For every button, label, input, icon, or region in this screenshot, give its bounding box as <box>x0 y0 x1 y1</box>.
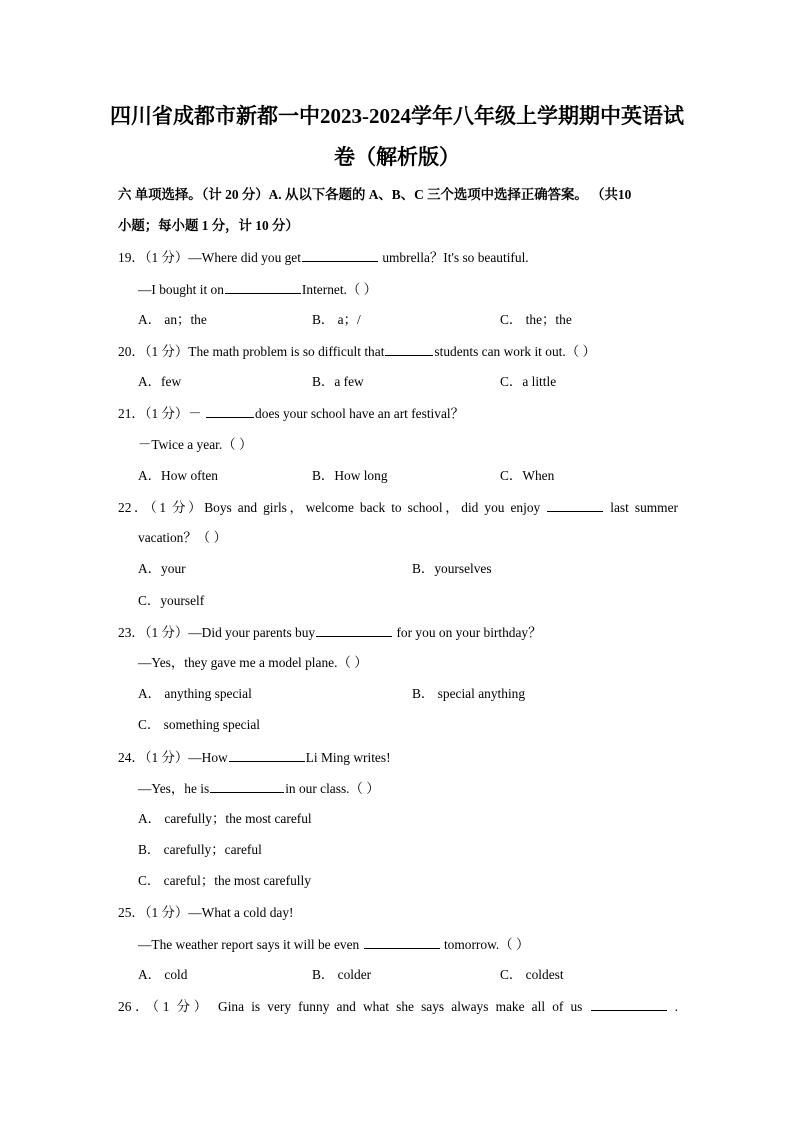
question-text: students can work it out.（ ） <box>434 344 596 359</box>
section-instruction: 六 单项选择。（计 20 分）A. 从以下各题的 A、B、C 三个选项中选择正确答案。 （共10 <box>118 187 632 202</box>
question-text: —I bought it on <box>138 282 224 297</box>
option-b: B．How long <box>312 468 388 483</box>
question-text: last summer <box>610 500 679 515</box>
option-b: B． a；/ <box>312 312 361 327</box>
option-c: C．yourself <box>138 593 205 608</box>
option-a: A． an；the <box>138 312 207 327</box>
question-24-line2 <box>138 779 698 798</box>
question-21 <box>118 404 678 423</box>
question-19-line2 <box>138 280 698 299</box>
question-text: Li Ming writes! <box>305 750 391 765</box>
question-22 <box>118 498 678 517</box>
question-text: 26．（1 分） Gina is very funny and what she says always make all of us <box>118 999 583 1014</box>
page-title-line1: 四川省成都市新都一中2023-2024学年八年级上学期期中英语试 <box>110 104 684 128</box>
option-a: A．few <box>138 374 182 389</box>
question-25-line2 <box>138 935 698 954</box>
answer-blank <box>229 748 305 762</box>
answer-blank <box>210 779 284 793</box>
option-a: A． cold <box>138 967 188 982</box>
question-text: for you on your birthday？ <box>393 625 542 640</box>
question-text: 20．（1 分）The math problem is so difficult that <box>118 344 385 359</box>
question-text: —Yes，he is <box>138 781 210 796</box>
question-text: —The weather report says it will be even <box>138 937 363 952</box>
question-22-line2: vacation？（ ） <box>138 530 227 545</box>
question-text: 21．（1 分）－ <box>118 406 206 421</box>
answer-blank <box>364 935 440 949</box>
option-b: B．yourselves <box>412 561 492 576</box>
option-a: A． anything special <box>138 686 252 701</box>
option-a: A．How often <box>138 468 218 483</box>
question-text: 19．（1 分）—Where did you get <box>118 250 301 265</box>
option-b: B． special anything <box>412 686 526 701</box>
answer-blank <box>547 498 603 512</box>
section-instruction-cont: 小题；每小题 1 分，计 10 分） <box>118 218 299 233</box>
question-24 <box>118 748 678 767</box>
option-c: C．a little <box>500 374 557 389</box>
question-text: 24．（1 分）—How <box>118 750 228 765</box>
question-text: 23．（1 分）—Did your parents buy <box>118 625 316 640</box>
option-c: C． something special <box>138 717 260 732</box>
answer-blank <box>302 248 378 262</box>
question-text: does your school have an art festival？ <box>255 406 465 421</box>
page-title-line2: 卷（解析版） <box>334 145 460 169</box>
question-26 <box>118 997 678 1016</box>
option-b: B． carefully；careful <box>138 842 262 857</box>
answer-blank <box>206 404 254 418</box>
question-23 <box>118 623 678 642</box>
question-text: Internet.（ ） <box>301 282 378 297</box>
question-21-line2: －Twice a year.（ ） <box>138 437 253 452</box>
question-text: in our class.（ ） <box>285 781 380 796</box>
question-25: 25．（1 分）—What a cold day! <box>118 905 294 920</box>
option-a: A． carefully；the most careful <box>138 811 312 826</box>
answer-blank <box>385 342 433 356</box>
option-b: B． colder <box>312 967 372 982</box>
question-text: . <box>674 999 678 1014</box>
option-c: C． careful；the most carefully <box>138 873 311 888</box>
option-c: C．When <box>500 468 555 483</box>
question-23-line2: —Yes，they gave me a model plane.（ ） <box>138 655 368 670</box>
option-b: B．a few <box>312 374 364 389</box>
question-text: umbrella？It's so beautiful. <box>378 250 529 265</box>
answer-blank <box>591 997 667 1011</box>
question-text: 22．（1 分）Boys and girls，welcome back to school，did you enjoy <box>118 500 541 515</box>
option-c: C． the；the <box>500 312 572 327</box>
answer-blank <box>316 623 392 637</box>
option-c: C． coldest <box>500 967 564 982</box>
question-19 <box>118 248 678 267</box>
question-20 <box>118 342 678 361</box>
answer-blank <box>225 280 301 294</box>
option-a: A．your <box>138 561 186 576</box>
question-text: tomorrow.（ ） <box>440 937 530 952</box>
